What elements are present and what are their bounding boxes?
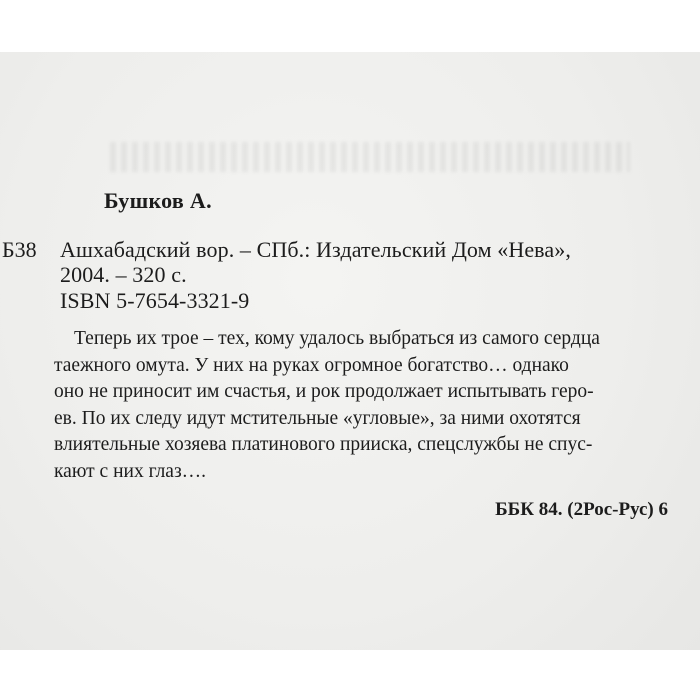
- annotation-paragraph: [54, 326, 678, 485]
- annotation-line: влиятельные хозяева платинового прииска, спецслужбы не спус-: [54, 434, 593, 455]
- reference-line-isbn: ISBN 5-7654-3321-9: [60, 288, 250, 313]
- annotation-line: кают с них глаз….: [54, 460, 207, 482]
- annotation-line: Теперь их трое – тех, кому удалось выбраться из самого сердца: [74, 328, 600, 349]
- show-through-text: [110, 142, 630, 172]
- classification-code: Б38: [2, 237, 37, 262]
- annotation-line: оно не приносит им счастья, и рок продолжает испытывать геро-: [54, 381, 594, 402]
- bbk-classification: ББК 84. (2Рос-Рус) 6: [495, 499, 668, 520]
- bottom-margin: [0, 650, 700, 700]
- annotation-line: ев. По их следу идут мстительные «угловые», за ними охотятся: [54, 407, 581, 429]
- reference-line-title: Ашхабадский вор. – СПб.: Издательский Дом «Нева»,: [60, 237, 571, 262]
- annotation-line: таежного омута. У них на руках огромное богатство… однако: [54, 354, 569, 376]
- author-name: Бушков А.: [104, 188, 212, 213]
- top-margin: [0, 0, 700, 52]
- reference-line-year: 2004. – 320 с.: [60, 262, 187, 287]
